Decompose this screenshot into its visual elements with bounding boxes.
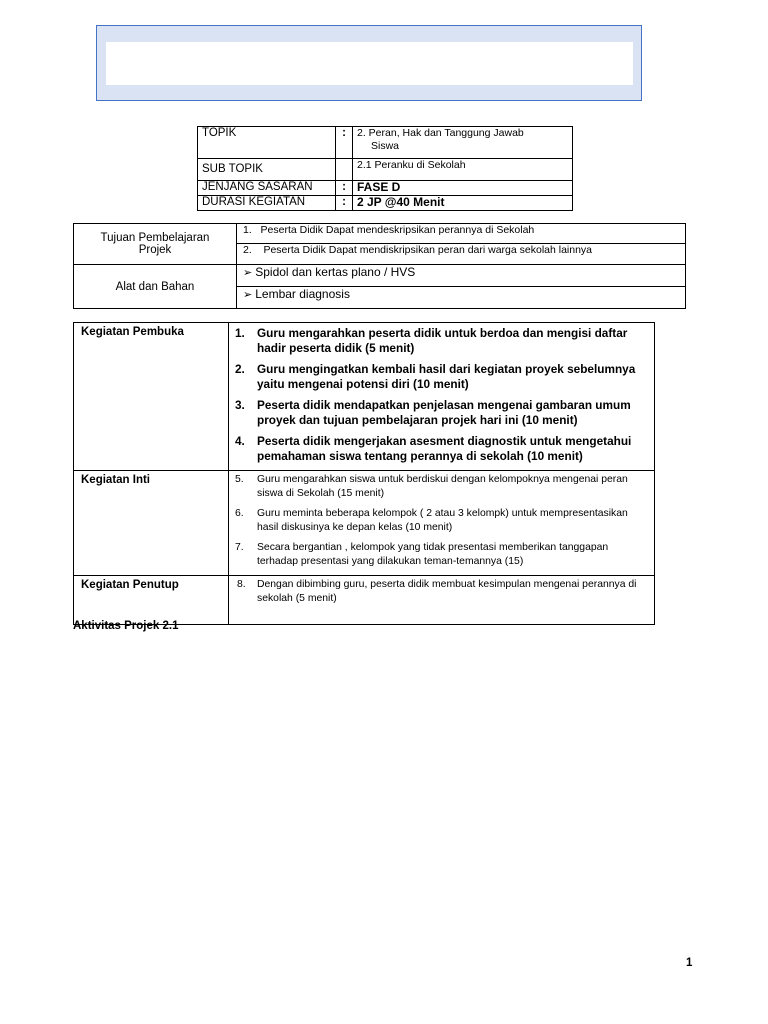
tujuan-item-text: Peserta Didik Dapat mendiskripsikan peran dari warga sekolah lainnya <box>263 244 593 256</box>
info-separator: : <box>336 181 353 196</box>
list-item <box>235 398 648 428</box>
info-separator: : <box>336 127 353 159</box>
kegiatan-pembuka-label: Kegiatan Pembuka <box>74 323 229 471</box>
header-banner <box>96 25 642 101</box>
kegiatan-penutup-list <box>229 576 655 625</box>
info-row-jenjang <box>198 181 573 196</box>
kegiatan-table <box>73 322 655 625</box>
info-separator <box>336 159 353 181</box>
tujuan-item-number: 2. <box>243 244 252 256</box>
kegiatan-inti-label: Kegiatan Inti <box>74 471 229 576</box>
info-row-subtopik <box>198 159 573 181</box>
alat-label: Alat dan Bahan <box>74 265 237 309</box>
list-item <box>235 507 648 535</box>
list-item <box>235 578 648 606</box>
info-separator: : <box>336 196 353 211</box>
info-value: 2.1 Peranku di Sekolah <box>353 159 573 181</box>
item-number: 3. <box>235 398 245 412</box>
alat-item-text: Lembar diagnosis <box>255 287 350 301</box>
list-item <box>235 362 648 392</box>
arrow-bullet-icon: ➢ <box>243 289 253 301</box>
header-banner-inner <box>106 42 633 85</box>
info-label: SUB TOPIK <box>198 159 336 181</box>
kegiatan-pembuka-list <box>229 323 655 471</box>
alat-item <box>237 265 686 287</box>
item-text: Guru mengarahkan siswa untuk berdiskui dengan kelompoknya mengenai peran siswa di Sekolah (15 menit) <box>257 474 628 499</box>
info-value: 2 JP @40 Menit <box>353 196 573 211</box>
item-number: 4. <box>235 434 245 448</box>
kegiatan-inti-list <box>229 471 655 576</box>
info-label: DURASI KEGIATAN <box>198 196 336 211</box>
list-item <box>235 326 648 356</box>
info-value: FASE D <box>353 181 573 196</box>
info-table <box>197 126 573 211</box>
tujuan-label: Tujuan Pembelajaran Projek <box>74 224 237 265</box>
tujuan-item <box>237 244 686 265</box>
tujuan-alat-table <box>73 223 686 309</box>
item-text: Guru mengarahkan peserta didik untuk berdoa dan mengisi daftar hadir peserta didik (5 menit) <box>257 326 628 355</box>
item-number: 1. <box>235 326 245 340</box>
info-value-line: 2. Peran, Hak dan Tanggung Jawab <box>357 127 524 139</box>
kegiatan-penutup-label: Kegiatan Penutup <box>74 576 229 625</box>
info-row-topik <box>198 127 573 159</box>
arrow-bullet-icon: ➢ <box>243 267 253 279</box>
item-text: Secara bergantian , kelompok yang tidak presentasi memberikan tanggapan terhadap presentasi yang dilakukan teman-temannya (15) <box>257 542 609 567</box>
item-text: Guru mengingatkan kembali hasil dari kegiatan proyek sebelumnya yaitu mengenai potensi diri (10 menit) <box>257 362 636 391</box>
info-label: TOPIK <box>198 127 336 159</box>
item-number: 6. <box>235 508 244 519</box>
item-text: Peserta didik mendapatkan penjelasan mengenai gambaran umum proyek dan tujuan pembelajaran projek hari ini (10 menit) <box>257 398 631 427</box>
section-caption: Aktivitas Projek 2.1 <box>73 620 179 632</box>
tujuan-item-number: 1. <box>243 224 252 236</box>
item-text: Guru meminta beberapa kelompok ( 2 atau 3 kelompk) untuk mempresentasikan hasil diskusinya ke depan kelas (10 menit) <box>257 508 628 533</box>
item-number: 2. <box>235 362 245 376</box>
info-label: JENJANG SASARAN <box>198 181 336 196</box>
list-item <box>235 541 648 569</box>
info-row-durasi <box>198 196 573 211</box>
list-item <box>235 434 648 464</box>
alat-item <box>237 287 686 309</box>
item-text: Peserta didik mengerjakan asesment diagnostik untuk mengetahui pemahaman siswa tentang perannya di sekolah (10 menit) <box>257 434 632 463</box>
info-value-line: Siswa <box>371 140 400 152</box>
tujuan-item <box>237 224 686 244</box>
item-text: Dengan dibimbing guru, peserta didik membuat kesimpulan mengenai perannya di sekolah (5 menit) <box>257 579 637 604</box>
list-item <box>235 473 648 501</box>
alat-item-text: Spidol dan kertas plano / HVS <box>255 265 416 279</box>
page-number: 1 <box>686 957 693 969</box>
item-number: 5. <box>235 474 244 485</box>
info-value <box>353 127 573 159</box>
item-number: 8. <box>237 579 246 590</box>
tujuan-item-text: Peserta Didik Dapat mendeskripsikan perannya di Sekolah <box>260 224 535 236</box>
item-number: 7. <box>235 542 244 553</box>
